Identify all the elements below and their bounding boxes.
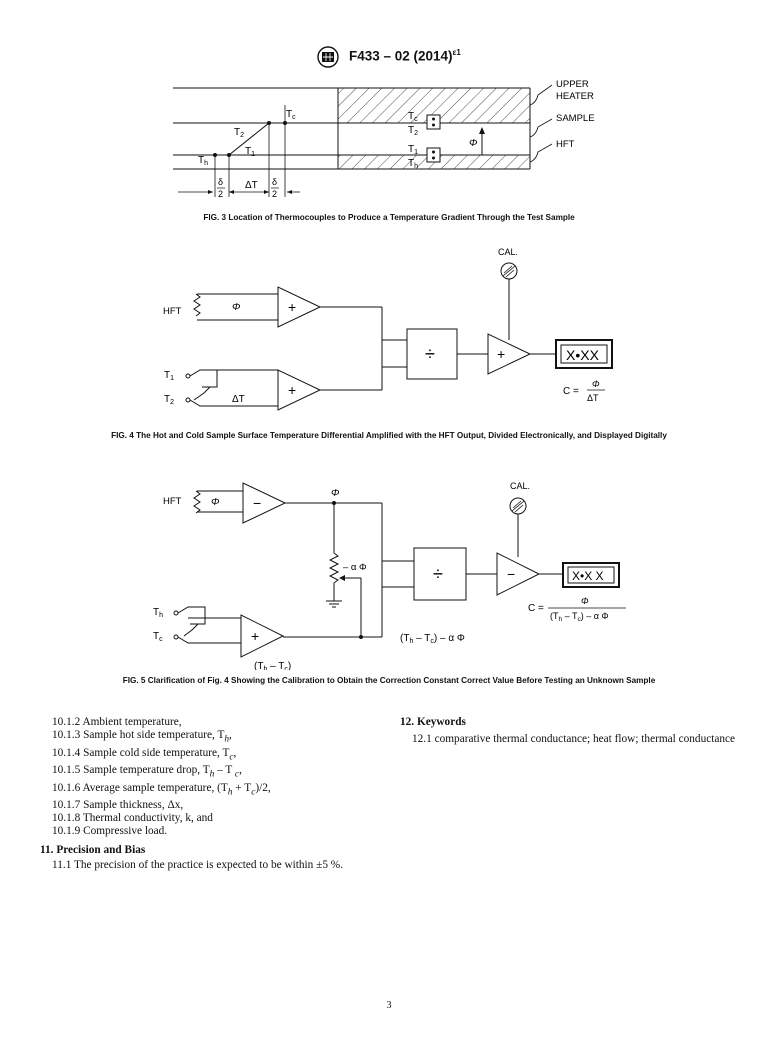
fig5-hft-sensor-icon bbox=[194, 491, 200, 513]
fig5-diff-label: $(T_h - T_c)$ bbox=[254, 661, 292, 670]
fig3-th-label: $T_h$ bbox=[198, 155, 209, 167]
fig5-th-label: $T_h$ bbox=[153, 607, 164, 619]
fig4-display-value: X•XX bbox=[566, 347, 599, 363]
fig4-out-amp-sign: + bbox=[497, 346, 506, 362]
fig5-out-amp-sign: − bbox=[507, 566, 516, 582]
fig5-amp-diff-sign: + bbox=[251, 628, 260, 644]
list-item: 10.1.5 Sample temperature drop, $T_h$ – T $_c$, bbox=[52, 764, 242, 780]
list-item: 10.1.8 Thermal conductivity, k, and bbox=[52, 812, 213, 825]
fig4-caption: FIG. 4 The Hot and Cold Sample Surface Temperature Differential Amplified with the HFT Output, Divided Electronically, and Displayed Digitally bbox=[111, 431, 667, 440]
fig5-amplifier-hft bbox=[243, 483, 285, 523]
fig5-caption: FIG. 5 Clarification of Fig. 4 Showing the Calibration to Obtain the Correction Constant Correct Value Before Testing an Unknown Sample bbox=[122, 676, 656, 685]
fig4-delta-t-label: ΔT bbox=[232, 394, 245, 405]
fig3-th-right-label: $T_h$ bbox=[408, 158, 419, 170]
section-11-heading: 11. Precision and Bias bbox=[40, 843, 146, 856]
fig5-phi-node-label: Φ bbox=[331, 488, 340, 499]
fig3-upper-label-line1: UPPER bbox=[556, 79, 589, 90]
fig3-t1-label: $T_1$ bbox=[245, 146, 256, 158]
fig5-display-value: X•X X bbox=[572, 569, 604, 583]
fig5-diagram bbox=[0, 475, 778, 670]
fig3-phi-label: Φ bbox=[469, 138, 478, 149]
list-item: 10.1.2 Ambient temperature, bbox=[52, 716, 182, 728]
fig3-thermocouple-lower bbox=[427, 148, 440, 162]
right-column bbox=[400, 716, 738, 746]
fig5-hft-label: HFT bbox=[163, 496, 182, 507]
fig3-t2-right-label: $T_2$ bbox=[408, 125, 419, 137]
section-12-text: 12.1 comparative thermal conductance; heat flow; thermal conductance bbox=[412, 733, 736, 746]
astm-logo-icon bbox=[317, 46, 339, 68]
fig4-formula-num: Φ bbox=[592, 379, 600, 389]
fig3-tc-label: $T_c$ bbox=[286, 109, 296, 121]
fig3-delta-t-label: ΔT bbox=[245, 180, 258, 191]
fig4-hft-label: HFT bbox=[163, 306, 182, 317]
fig5-amplifier-diff bbox=[241, 615, 283, 657]
fig5-amp-hft-sign: − bbox=[253, 495, 262, 511]
fig4-amp-top-sign: + bbox=[288, 299, 297, 315]
fig4-diagram bbox=[0, 242, 778, 417]
list-item: 10.1.4 Sample cold side temperature, $T_c$, bbox=[52, 746, 237, 762]
fig3-two-left: 2 bbox=[218, 189, 224, 199]
fig3-diagram bbox=[0, 75, 778, 210]
fig4-hft-sensor-icon bbox=[194, 294, 200, 316]
fig3-delta-left: δ bbox=[218, 177, 224, 187]
document-designation: F433 – 02 (2014) bbox=[348, 48, 453, 64]
fig5-cal-label: CAL. bbox=[510, 481, 531, 491]
fig3-two-right: 2 bbox=[272, 189, 278, 199]
designation-superscript: ε1 bbox=[452, 48, 461, 58]
fig5-formula-c: C = bbox=[528, 603, 544, 614]
fig4-formula-c: C = bbox=[563, 386, 579, 397]
fig3-thermocouple-upper bbox=[427, 115, 440, 129]
fig5-phi-input-label: Φ bbox=[211, 497, 220, 508]
fig4-phi-label: Φ bbox=[232, 302, 241, 313]
list-item: 10.1.3 Sample hot side temperature, $T_h$, bbox=[52, 729, 232, 745]
fig3-hft-label: HFT bbox=[556, 139, 575, 150]
list-item: 10.1.7 Sample thickness, Δx, bbox=[52, 799, 184, 812]
fig5-divide-sign: ÷ bbox=[433, 564, 443, 584]
fig4-amp-bottom-sign: + bbox=[288, 382, 297, 398]
left-column bbox=[40, 716, 385, 872]
list-item: 10.1.6 Average sample temperature, $(T_h + T_c)/2$, bbox=[52, 781, 271, 797]
fig3-sample-label: SAMPLE bbox=[556, 113, 595, 124]
fig3-delta-right: δ bbox=[272, 177, 278, 187]
fig5-formula-num: Φ bbox=[581, 596, 589, 606]
fig5-alpha-phi-label: – α Φ bbox=[343, 562, 367, 573]
fig5-formula-den: $(T_h - T_c)$ – α Φ bbox=[550, 611, 609, 623]
page-header bbox=[0, 46, 778, 68]
fig4-formula-den: ΔT bbox=[587, 393, 599, 403]
fig5-corr-label: $(T_h - T_c)$ – α Φ bbox=[400, 633, 465, 645]
fig3-upper-label-line2: HEATER bbox=[556, 91, 594, 102]
fig4-amplifier-bottom bbox=[278, 370, 320, 410]
section-11-text: 11.1 The precision of the practice is expected to be within ±5 %. bbox=[52, 858, 344, 871]
fig5-thermocouple-wires bbox=[178, 607, 241, 643]
fig3-tc-right-label: $T_c$ bbox=[408, 111, 418, 123]
fig4-cal-label: CAL. bbox=[498, 247, 519, 257]
fig3-t2-label: $T_2$ bbox=[234, 127, 245, 139]
page-number: 3 bbox=[386, 1000, 392, 1011]
fig3-caption: FIG. 3 Location of Thermocouples to Produce a Temperature Gradient Through the Test Sample bbox=[203, 213, 575, 222]
list-item: 10.1.9 Compressive load. bbox=[52, 825, 168, 838]
fig5-potentiometer-icon bbox=[330, 553, 338, 583]
fig3-t1-right-label: $T_1$ bbox=[408, 144, 419, 156]
fig4-t2-label: $T_2$ bbox=[164, 394, 175, 406]
fig5-output-amplifier bbox=[497, 553, 539, 595]
fig4-divide-sign: ÷ bbox=[425, 344, 435, 364]
section-12-heading: 12. Keywords bbox=[400, 716, 466, 728]
fig4-t1-label: $T_1$ bbox=[164, 370, 175, 382]
fig5-tc-label: $T_c$ bbox=[153, 631, 163, 643]
fig4-amplifier-top bbox=[278, 287, 320, 327]
